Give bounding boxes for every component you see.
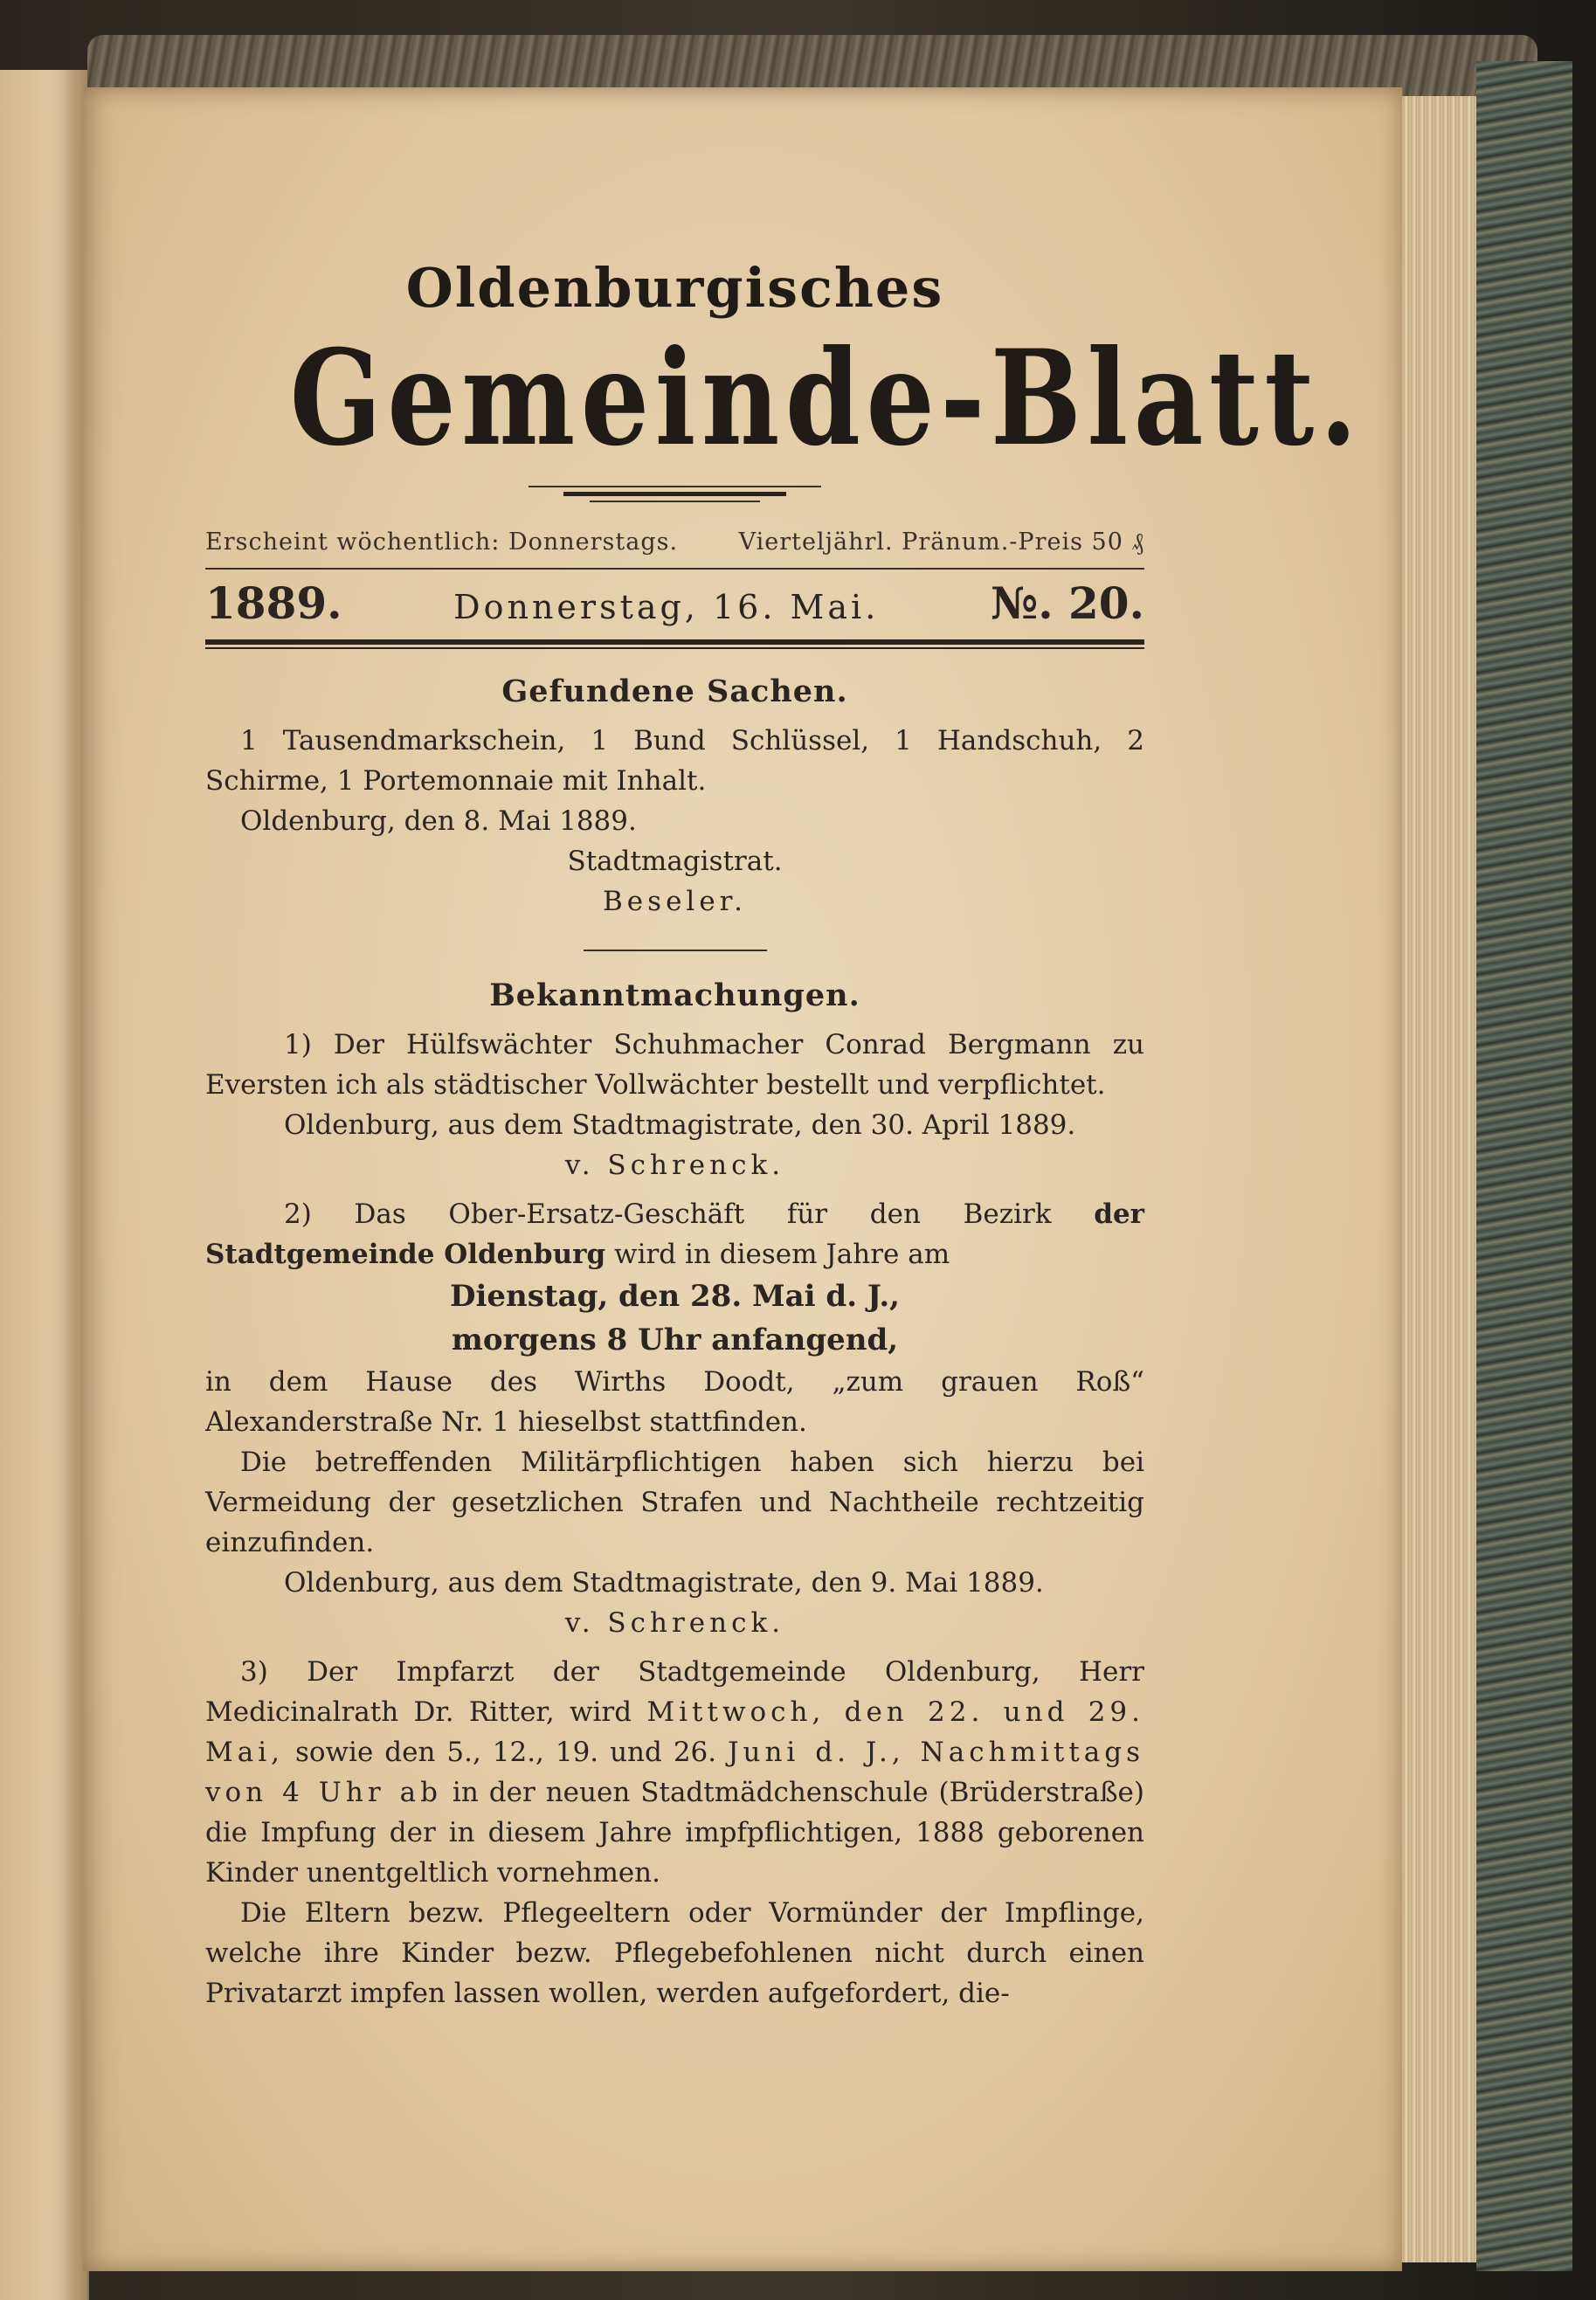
notice-3-part3: in der neuen Stadtmädchenschule (Brüderstraße) die Impfung der in diesem Jahre impfpflichtigen, 1888 geborenen Kinder unentgeltlich vornehmen. [205,1777,1144,1889]
found-items-place-date: Oldenburg, den 8. Mai 1889. [240,805,637,837]
issue-year: 1889. [205,577,342,629]
notice-3-parents: Die Eltern bezw. Pflegeeltern oder Vormünder der Impflinge, welche ihre Kinder bezw. Pflegebefohlenen nicht durch einen Privatarzt impfen lassen wollen, werden aufgefordert, die- [205,1897,1144,2009]
decorative-rule [205,479,1144,510]
notice-2-date: Dienstag, den 28. Mai d. J., [449,1279,900,1314]
notice-1-text: 1) Der Hülfswächter Schuhmacher Conrad Bergmann zu Eversten ich als städtischer Vollwächter bestellt und verpflichtet. [205,1029,1144,1101]
masthead-subline [205,526,1144,570]
notice-2-location: in dem Hause des Wirths Doodt, „zum grauen Roß“ Alexanderstraße Nr. 1 hieselbst stattfinden. [205,1366,1144,1438]
notice-2-intro-rest: wird in diesem Jahre am [614,1239,950,1270]
notice-1-place-date: Oldenburg, aus dem Stadtmagistrate, den 30. April 1889. [284,1109,1076,1141]
issue-date: Donnerstag, 16. Mai. [453,588,880,626]
subscription-price: Vierteljährl. Pränum.-Preis 50 ₰ [738,528,1144,556]
masthead-title-top: Oldenburgisches [405,256,944,320]
notice-2-place-date: Oldenburg, aus dem Stadtmagistrate, den 9. Mai 1889. [284,1567,1044,1599]
publication-frequency: Erscheint wöchentlich: Donnerstags. [205,528,679,556]
found-items-authority: Stadtmagistrat. [567,846,783,877]
found-items-text: 1 Tausendmarkschein, 1 Bund Schlüssel, 1 Handschuh, 2 Schirme, 1 Portemonnaie mit Inhalt. [205,725,1144,797]
notice-2-intro [205,1194,1144,1274]
book-cover-spine [1476,61,1572,2271]
page-stack-edges [1393,96,1476,2262]
heavy-rule [205,639,1144,645]
found-items-signature: Beseler. [603,886,747,917]
section-divider [584,950,767,951]
notice-1-signature: v. Schrenck. [564,1150,785,1181]
found-items-heading: Gefundene Sachen. [501,673,848,709]
notice-3-weekday: Mittwoch, den 22. und 29. Mai, [205,1696,1144,1768]
thin-rule [205,647,1144,649]
notice-2-intro-a: 2) Das Ober-Ersatz-Geschäft für den Bezirk [284,1198,1052,1230]
notice-2-intro-bold: der Stadtgemeinde Oldenburg [205,1198,1145,1270]
notices-heading: Bekanntmachungen. [489,977,860,1013]
left-page-edge [0,70,89,2300]
issue-number: №. 20. [990,577,1144,629]
gutter-shadow [48,70,87,2300]
notice-3-june: Juni d. J., Nachmittags von 4 Uhr ab [205,1737,1145,1808]
notice-2-signature: v. Schrenck. [564,1607,785,1639]
notice-2-time: morgens 8 Uhr anfangend, [451,1323,899,1357]
notice-2-instruction: Die betreffenden Militärpflichtigen haben sich hierzu bei Vermeidung der gesetzlichen Strafen und Nachtheile rechtzeitig einzufinden. [205,1447,1144,1558]
page-content [205,253,1364,2013]
notice-3-part2: sowie den 5., 12., 19. und 26. [294,1737,717,1768]
notice-3-part1: 3) Der Impfarzt der Stadtgemeinde Oldenburg, Herr Medicinalrath Dr. Ritter, wird [205,1656,1144,1728]
notice-3-text [205,1652,1144,1893]
masthead-title-main: Gemeinde-Blatt. [289,321,1364,475]
issue-date-line [205,575,1144,636]
